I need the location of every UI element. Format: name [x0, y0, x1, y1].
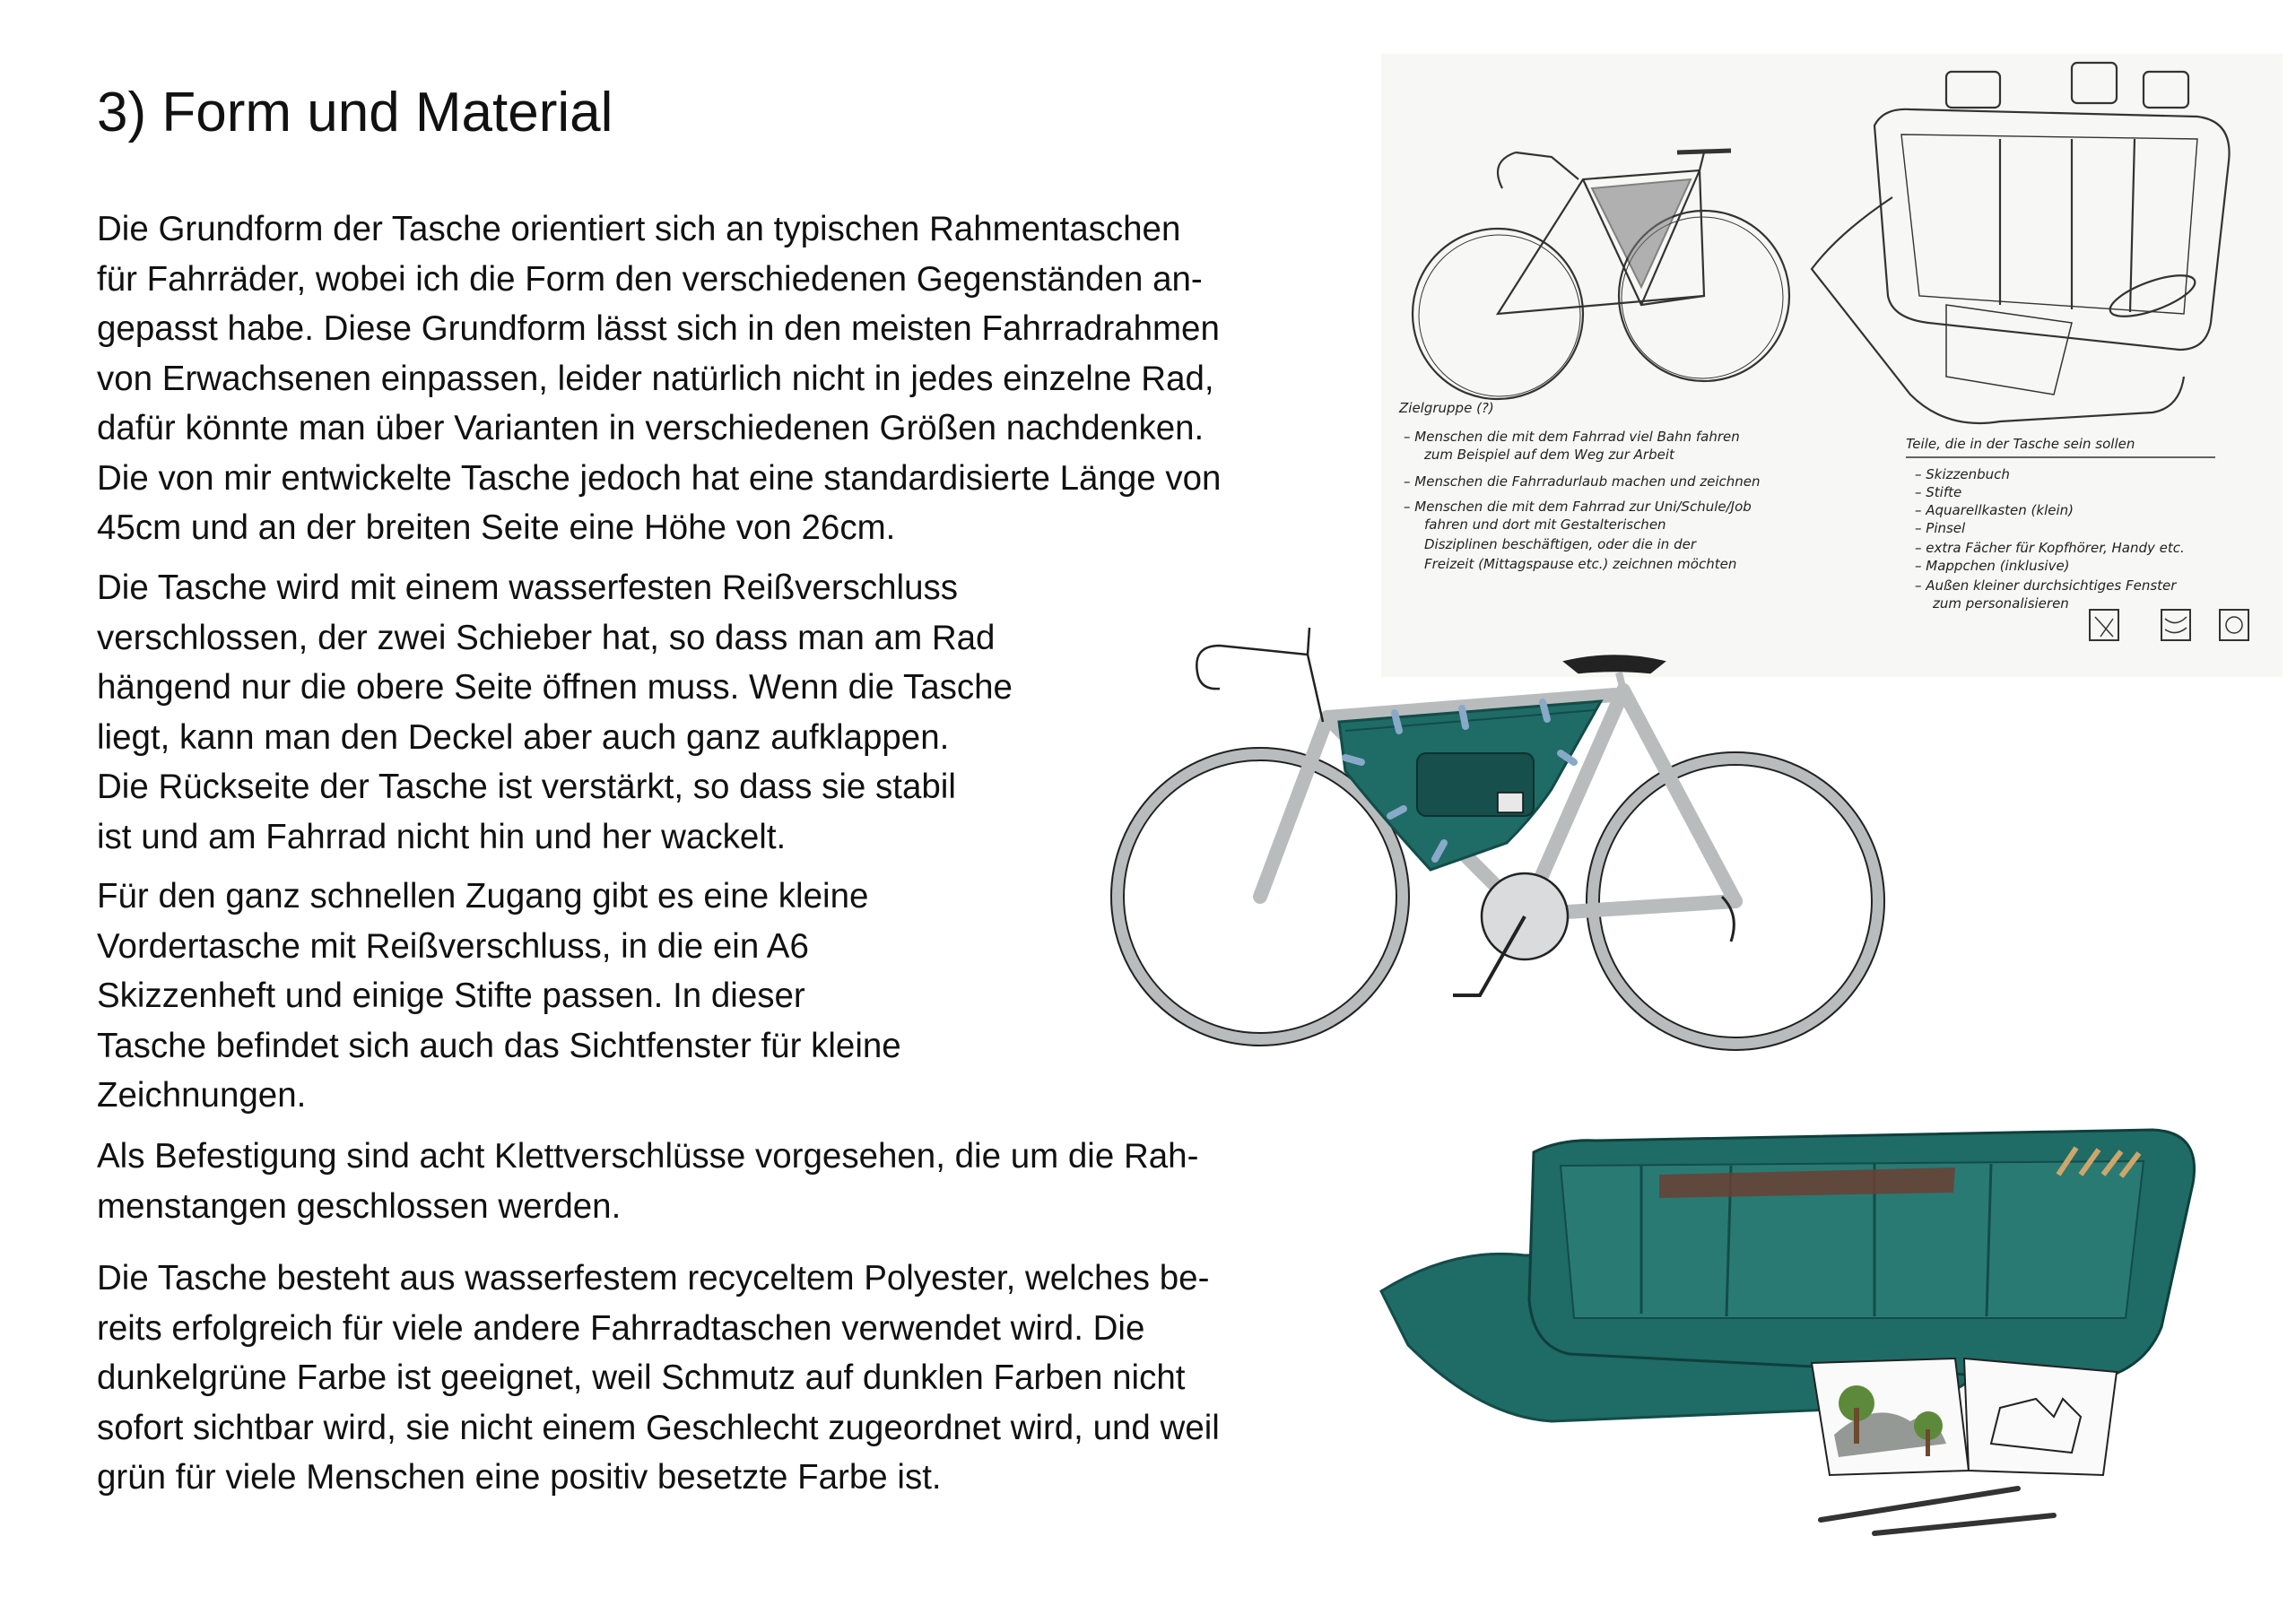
bicycle-with-frame-bag-illustration [1076, 574, 1919, 1085]
note-line: Disziplinen beschäftigen, oder die in der [1424, 536, 1696, 552]
note-line: zum personalisieren [1933, 595, 2069, 612]
text-line: 45cm und an der breiten Seite eine Höhe von 26cm. [97, 508, 896, 547]
text-line: verschlossen, der zwei Schieber hat, so dass man am Rad [97, 618, 996, 657]
page-title: 3) Form und Material [97, 82, 613, 143]
text-line: Skizzenheft und einige Stifte passen. In dieser [97, 976, 805, 1015]
note-line: – Pinsel [1915, 520, 1966, 536]
notes-left-heading: Zielgruppe (?) [1399, 400, 1494, 416]
note-line: – Aquarellkasten (klein) [1915, 502, 2074, 518]
text-line: liegt, kann man den Deckel aber auch ganz aufklappen. [97, 717, 950, 757]
text-line: Die Grundform der Tasche orientiert sich an typischen Rahmentaschen [97, 210, 1181, 248]
text-line: für Fahrräder, wobei ich die Form den verschiedenen Gegenständen an- [97, 259, 1203, 299]
text-line: dunkelgrüne Farbe ist geeignet, weil Schmutz auf dunklen Farben nicht [97, 1358, 1186, 1397]
text-line: dafür könnte man über Varianten in verschiedenen Größen nachdenken. [97, 409, 1205, 447]
note-line: – Skizzenbuch [1915, 466, 2010, 482]
note-line: – Menschen die mit dem Fahrrad zur Uni/Schule/Job [1404, 499, 1752, 515]
paragraph-zipper [97, 563, 1013, 862]
note-line: – Menschen die mit dem Fahrrad viel Bahn fahren [1404, 429, 1740, 445]
window-icon [1498, 793, 1523, 812]
note-line: – Außen kleiner durchsichtiges Fenster [1915, 577, 2177, 594]
sketchbook-illustration [1812, 1358, 2117, 1475]
note-line: – Menschen die Fahrradurlaub machen und zeichnen [1404, 473, 1761, 490]
text-line: menstangen geschlossen werden. [97, 1186, 622, 1226]
notes-right-heading: Teile, die in der Tasche sein sollen [1906, 436, 2135, 452]
note-line: – Stifte [1915, 484, 1962, 500]
note-line: zum Beispiel auf dem Weg zur Arbeit [1424, 447, 1674, 463]
text-line: Als Befestigung sind acht Klettverschlüsse vorgesehen, die um die Rah- [97, 1137, 1199, 1176]
text-line: Für den ganz schnellen Zugang gibt es eine kleine [97, 877, 869, 916]
text-line: Die Rückseite der Tasche ist verstärkt, so dass sie stabil [97, 768, 956, 806]
open-bag-illustration [1372, 1112, 2269, 1560]
note-line: Freizeit (Mittagspause etc.) zeichnen möchten [1424, 556, 1737, 572]
text-line: Die Tasche besteht aus wasserfestem recyceltem Polyester, welches be- [97, 1259, 1210, 1298]
text-line: hängend nur die obere Seite öffnen muss. Wenn die Tasche [97, 668, 1013, 707]
text-line: Die Tasche wird mit einem wasserfesten Reißverschluss [97, 568, 958, 607]
paragraph-shape [97, 204, 1221, 553]
text-line: sofort sichtbar wird, sie nicht einem Geschlecht zugeordnet wird, und weil [97, 1408, 1220, 1447]
paragraph-fastening [97, 1132, 1198, 1231]
note-line: fahren und dort mit Gestalterischen [1424, 516, 1666, 533]
paragraph-front-pocket [97, 872, 901, 1121]
text-line: grün für viele Menschen eine positiv besetzte Farbe ist. [97, 1458, 942, 1497]
pencils-icon [1821, 1488, 2054, 1533]
note-line: – Mappchen (inklusive) [1915, 558, 2070, 574]
text-line: reits erfolgreich für viele andere Fahrradtaschen verwendet wird. Die [97, 1308, 1145, 1348]
paragraph-material [97, 1254, 1220, 1503]
text-line: ist und am Fahrrad nicht hin und her wackelt. [97, 817, 787, 856]
text-line: gepasst habe. Diese Grundform lässt sich in den meisten Fahrradrahmen [97, 309, 1220, 348]
text-line: Vordertasche mit Reißverschluss, in die ein A6 [97, 926, 809, 966]
text-line: Tasche befindet sich auch das Sichtfenster für kleine [97, 1026, 901, 1065]
text-line: Die von mir entwickelte Tasche jedoch hat eine standardisierte Länge von [97, 458, 1222, 498]
note-line: – extra Fächer für Kopfhörer, Handy etc. [1915, 540, 2185, 556]
text-line: von Erwachsenen einpassen, leider natürlich nicht in jedes einzelne Rad, [97, 359, 1214, 398]
text-line: Zeichnungen. [97, 1076, 307, 1115]
